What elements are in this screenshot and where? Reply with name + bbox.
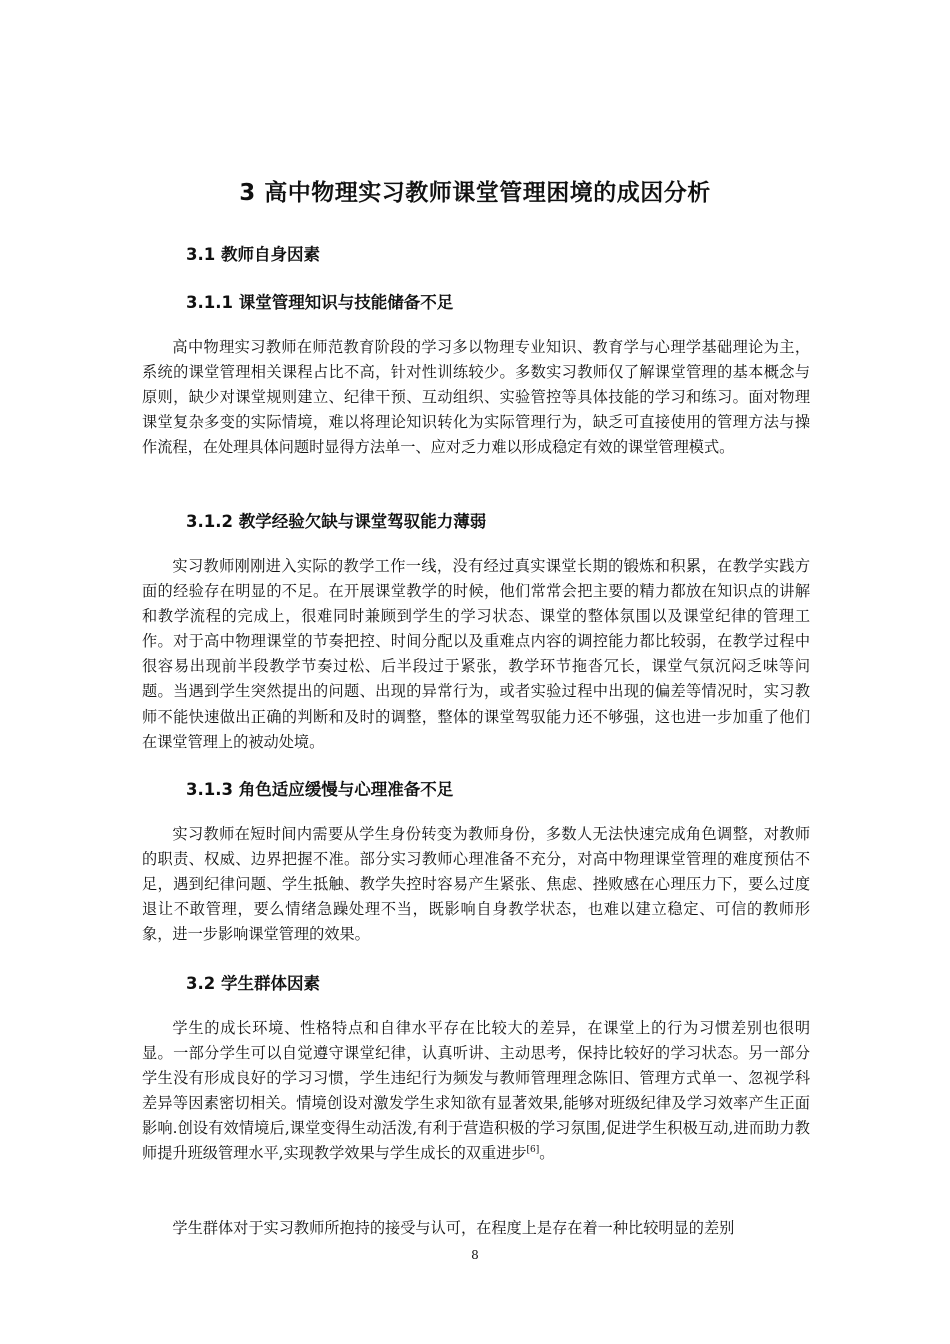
paragraph-3-1-1: 高中物理实习教师在师范教育阶段的学习多以物理专业知识、教育学与心理学基础理论为主，系统的课堂管理相关课程占比不高，针对性训练较少。多数实习教师仅了解课堂管理的基本概念与原则，缺少对课堂规则建立、纪律干预、互动组织、实验管控等具体技能的学习和练习。面对物理课堂复杂多变的实际情境，难以将理论知识转化为实际管理行为，缺乏可直接使用的管理方法与操作流程，在处理具体问题时显得方法单一、应对乏力难以形成稳定有效的课堂管理模式。 [142, 338, 810, 457]
citation-reference: [6] [526, 1145, 540, 1156]
paragraph-3-2-a-text: 学生的成长环境、性格特点和自律水平存在比较大的差异，在课堂上的行为习惯差别也很明显。一部分学生可以自觉遵守课堂纪律，认真听讲、主动思考，保持比较好的学习状态。另一部分学生没有形成良好的学习习惯，学生违纪行为频发与教师管理理念陈旧、管理方式单一、忽视学科差异等因素密切相关。情境创设对激发学生求知欲有显著效果,能够对班级纪律及学习效率产生正面影响.创设有效情境后,课堂变得生动活泼,有利于营造积极的学习氛围,促进学生积极互动,进而助力教师提升班级管理水平,实现教学效果与学生成长的双重进步 [142, 1019, 810, 1163]
paragraph-3-1-3: 实习教师在短时间内需要从学生身份转变为教师身份，多数人无法快速完成角色调整，对教师的职责、权威、边界把握不准。部分实习教师心理准备不充分，对高中物理课堂管理的难度预估不足，遇到纪律问题、学生抵触、教学失控时容易产生紧张、焦虑、挫败感在心理压力下，要么过度退让不敢管理，要么情绪急躁处理不当，既影响自身教学状态，也难以建立稳定、可信的教师形象，进一步影响课堂管理的效果。 [142, 825, 810, 944]
section-heading-3-1-3: 3.1.3 角色适应缓慢与心理准备不足 [186, 780, 454, 799]
paragraph-3-2-b: 学生群体对于实习教师所抱持的接受与认可，在程度上是存在着一种比较明显的差别 [172, 1219, 735, 1237]
section-heading-3-2: 3.2 学生群体因素 [186, 974, 320, 993]
paragraph-3-2-a-end: 。 [539, 1144, 555, 1163]
paragraph-3-1-2: 实习教师刚刚进入实际的教学工作一线，没有经过真实课堂长期的锻炼和积累，在教学实践方面的经验存在明显的不足。在开展课堂教学的时候，他们常常会把主要的精力都放在知识点的讲解和教学流程的完成上，很难同时兼顾到学生的学习状态、课堂的整体氛围以及课堂纪律的管理工作。对于高中物理课堂的节奏把控、时间分配以及重难点内容的调控能力都比较弱，在教学过程中很容易出现前半段教学节奏过松、后半段过于紧张，教学环节拖沓冗长，课堂气氛沉闷乏味等问题。当遇到学生突然提出的问题、出现的异常行为，或者实验过程中出现的偏差等情况时，实习教师不能快速做出正确的判断和及时的调整，整体的课堂驾驭能力还不够强，这也进一步加重了他们在课堂管理上的被动处境。 [142, 557, 810, 751]
section-heading-3-1-1: 3.1.1 课堂管理知识与技能储备不足 [186, 293, 454, 312]
section-heading-3-1: 3.1 教师自身因素 [186, 245, 320, 264]
page-number: 8 [471, 1248, 479, 1262]
paragraph-3-2-a [142, 1016, 810, 1167]
section-heading-3-1-2: 3.1.2 教学经验欠缺与课堂驾驭能力薄弱 [186, 512, 487, 531]
chapter-title: 3 高中物理实习教师课堂管理困境的成因分析 [239, 180, 711, 206]
